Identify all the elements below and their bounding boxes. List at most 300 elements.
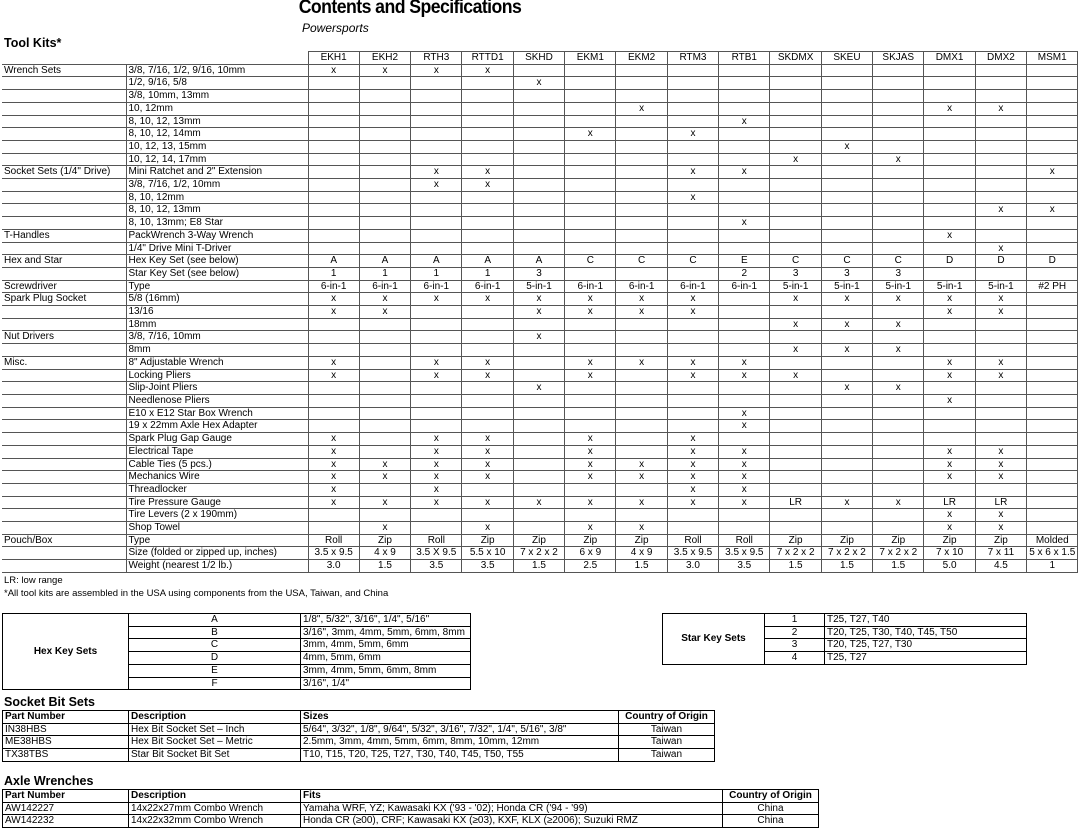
kit-cell: [924, 90, 975, 103]
kit-cell: [667, 522, 718, 535]
kit-item: Shop Towel: [126, 522, 308, 535]
kit-cell: x: [821, 496, 872, 509]
kit-cell: x: [359, 496, 410, 509]
axle-wrench-cell: AW142232: [3, 815, 129, 828]
kit-cell: [1027, 407, 1078, 420]
kit-cell: x: [924, 471, 975, 484]
kit-cell: [719, 331, 770, 344]
kit-category: [2, 458, 126, 471]
kit-cell: [770, 115, 821, 128]
kit-cell: x: [616, 496, 667, 509]
kit-cell: [873, 77, 924, 90]
kit-cell: [975, 229, 1026, 242]
kit-cell: [359, 394, 410, 407]
kit-cell: [975, 191, 1026, 204]
kit-cell: [924, 344, 975, 357]
kit-category: [2, 344, 126, 357]
kit-cell: [975, 115, 1026, 128]
hex-key-sizes: 3mm, 4mm, 5mm, 6mm, 8mm: [301, 664, 471, 677]
kit-item: Tire Levers (2 x 190mm): [126, 509, 308, 522]
kit-cell: A: [308, 255, 359, 268]
kit-cell: x: [924, 102, 975, 115]
kit-cell: [770, 64, 821, 77]
kit-cell: [924, 242, 975, 255]
kit-cell: [513, 420, 564, 433]
kit-cell: [975, 166, 1026, 179]
star-key-sets-table: [662, 613, 1027, 665]
kit-cell: [719, 433, 770, 446]
kit-cell: Roll: [667, 534, 718, 547]
kit-cell: [1027, 77, 1078, 90]
kit-cell: 3: [770, 267, 821, 280]
axle-wrench-cell: Yamaha WRF, YZ; Kawasaki KX ('93 - '02); Honda CR ('94 - '99): [301, 802, 723, 815]
kit-cell: [924, 166, 975, 179]
socket-bit-cell: 5/64", 3/32", 1/8", 9/64", 5/32", 3/16", 7/32", 1/4", 5/16", 3/8": [301, 723, 619, 736]
kit-cell: x: [719, 115, 770, 128]
kit-cell: x: [616, 471, 667, 484]
kit-item: Size (folded or zipped up, inches): [126, 547, 308, 560]
kit-cell: [513, 204, 564, 217]
kit-cell: [873, 522, 924, 535]
kit-cell: x: [462, 496, 513, 509]
kit-category: Misc.: [2, 356, 126, 369]
kit-cell: 5.0: [924, 560, 975, 573]
kit-cell: 6 x 9: [565, 547, 616, 560]
kit-cell: [924, 191, 975, 204]
kit-cell: A: [513, 255, 564, 268]
kit-cell: [308, 344, 359, 357]
kit-item: 8mm: [126, 344, 308, 357]
kit-cell: x: [924, 509, 975, 522]
kit-cell: [770, 420, 821, 433]
kit-cell: [667, 179, 718, 192]
kit-item: 8, 10, 13mm; E8 Star: [126, 217, 308, 230]
kit-row: [2, 64, 1078, 77]
kit-cell: [770, 394, 821, 407]
kit-cell: [308, 382, 359, 395]
kit-cell: [411, 318, 462, 331]
kit-cell: x: [719, 420, 770, 433]
kit-cell: x: [873, 344, 924, 357]
kit-cell: [565, 217, 616, 230]
kit-cell: [719, 509, 770, 522]
kit-cell: [359, 90, 410, 103]
kit-header-dmx1: DMX1: [924, 52, 975, 65]
kit-cell: [667, 90, 718, 103]
kit-cell: [308, 115, 359, 128]
kit-cell: [770, 217, 821, 230]
kit-item: 3/8, 10mm, 13mm: [126, 90, 308, 103]
kit-cell: [565, 344, 616, 357]
star-key-sets-label: Star Key Sets: [663, 614, 765, 665]
kit-cell: A: [462, 255, 513, 268]
kit-cell: [616, 140, 667, 153]
socket-bit-cell: Star Bit Socket Bit Set: [129, 749, 301, 762]
kit-cell: [719, 90, 770, 103]
kit-cell: [821, 483, 872, 496]
kit-item: 10, 12mm: [126, 102, 308, 115]
kit-cell: [873, 204, 924, 217]
kit-cell: [565, 115, 616, 128]
kit-row: [2, 420, 1078, 433]
kit-cell: [770, 471, 821, 484]
kit-cell: x: [667, 293, 718, 306]
kit-cell: Roll: [719, 534, 770, 547]
kit-row: [2, 433, 1078, 446]
kit-cell: [873, 356, 924, 369]
kit-cell: [359, 115, 410, 128]
socket-bit-cell: IN38HBS: [3, 723, 129, 736]
kit-category: [2, 102, 126, 115]
kit-cell: 5 x 6 x 1.5: [1027, 547, 1078, 560]
kit-cell: x: [667, 166, 718, 179]
socket-bit-cell: Hex Bit Socket Set – Metric: [129, 736, 301, 749]
kit-cell: [770, 356, 821, 369]
kit-item: Cable Ties (5 pcs.): [126, 458, 308, 471]
kit-cell: x: [719, 166, 770, 179]
kit-cell: [462, 115, 513, 128]
kit-row: [2, 344, 1078, 357]
kit-cell: [975, 483, 1026, 496]
kit-cell: [873, 191, 924, 204]
kit-cell: [513, 369, 564, 382]
kit-row: [2, 204, 1078, 217]
kit-cell: [1027, 102, 1078, 115]
kit-cell: [924, 331, 975, 344]
kit-cell: [1027, 217, 1078, 230]
kit-cell: [616, 267, 667, 280]
kit-cell: 3.5: [719, 560, 770, 573]
kit-cell: [462, 191, 513, 204]
kit-header-rtm3: RTM3: [667, 52, 718, 65]
kit-cell: [821, 166, 872, 179]
kit-cell: 1.5: [770, 560, 821, 573]
kit-cell: [411, 102, 462, 115]
page-title: Contents and Specifications: [298, 0, 522, 18]
kit-cell: [359, 242, 410, 255]
kit-cell: x: [719, 471, 770, 484]
kit-cell: x: [770, 369, 821, 382]
kit-cell: [308, 191, 359, 204]
kit-cell: [359, 217, 410, 230]
kit-cell: [924, 217, 975, 230]
kit-cell: x: [565, 433, 616, 446]
kit-cell: [770, 140, 821, 153]
kit-cell: [462, 242, 513, 255]
kit-cell: [565, 420, 616, 433]
kit-cell: [770, 204, 821, 217]
kit-row: [2, 115, 1078, 128]
kit-cell: [513, 64, 564, 77]
kit-cell: x: [565, 522, 616, 535]
kit-cell: [667, 509, 718, 522]
star-key-sizes: T25, T27, T40: [825, 614, 1027, 627]
kit-cell: [873, 433, 924, 446]
axle-wrenches-heading: Axle Wrenches: [4, 774, 94, 788]
kit-cell: x: [924, 458, 975, 471]
kit-cell: [719, 382, 770, 395]
kit-cell: 6-in-1: [719, 280, 770, 293]
kit-cell: [1027, 344, 1078, 357]
kit-cell: [616, 394, 667, 407]
kit-cell: [359, 153, 410, 166]
kit-row: [2, 217, 1078, 230]
kit-row: [2, 471, 1078, 484]
kit-cell: [565, 77, 616, 90]
kit-cell: [308, 407, 359, 420]
kit-cell: x: [359, 306, 410, 319]
socket-bit-header-cell: Part Number: [3, 711, 129, 724]
kit-cell: 3.5 x 9.5: [719, 547, 770, 560]
kit-cell: [616, 407, 667, 420]
kit-cell: [513, 471, 564, 484]
kit-cell: [821, 420, 872, 433]
kit-cell: 6-in-1: [308, 280, 359, 293]
kit-category: [2, 153, 126, 166]
kit-cell: [1027, 229, 1078, 242]
kit-cell: x: [513, 382, 564, 395]
kit-item: 8, 10, 12, 13mm: [126, 115, 308, 128]
kit-category: Screwdriver: [2, 280, 126, 293]
kit-cell: x: [359, 64, 410, 77]
kit-cell: [513, 217, 564, 230]
kit-cell: [821, 102, 872, 115]
kit-cell: [821, 445, 872, 458]
kit-cell: [873, 166, 924, 179]
kit-cell: [616, 420, 667, 433]
kit-category: [2, 509, 126, 522]
kit-cell: [873, 306, 924, 319]
kit-cell: [462, 483, 513, 496]
tool-kits-heading: Tool Kits*: [4, 36, 62, 50]
kit-cell: [873, 509, 924, 522]
kit-cell: 3.0: [308, 560, 359, 573]
kit-cell: [924, 407, 975, 420]
kit-cell: [411, 394, 462, 407]
kit-cell: x: [462, 293, 513, 306]
kit-cell: [308, 90, 359, 103]
kit-cell: [873, 445, 924, 458]
kit-cell: [616, 217, 667, 230]
kit-cell: [565, 318, 616, 331]
kit-row: [2, 140, 1078, 153]
kit-cell: [565, 242, 616, 255]
kit-cell: [924, 483, 975, 496]
kit-cell: [821, 217, 872, 230]
star-key-id: 3: [765, 639, 825, 652]
kit-row: [2, 293, 1078, 306]
kit-cell: 3.0: [667, 560, 718, 573]
kit-cell: [616, 64, 667, 77]
kit-cell: [359, 140, 410, 153]
kit-cell: [513, 179, 564, 192]
kit-cell: [975, 128, 1026, 141]
kit-cell: [308, 394, 359, 407]
kit-cell: [719, 153, 770, 166]
kit-cell: [308, 102, 359, 115]
kit-cell: x: [411, 166, 462, 179]
axle-wrench-row: [3, 815, 819, 828]
kit-cell: 1.5: [821, 560, 872, 573]
kit-cell: [975, 179, 1026, 192]
kit-category: [2, 318, 126, 331]
kit-cell: [975, 318, 1026, 331]
kit-cell: x: [667, 369, 718, 382]
kit-cell: [616, 445, 667, 458]
kit-cell: [565, 382, 616, 395]
kit-cell: [565, 267, 616, 280]
kit-cell: [565, 153, 616, 166]
kit-cell: [719, 102, 770, 115]
kit-cell: Zip: [616, 534, 667, 547]
kit-cell: x: [975, 242, 1026, 255]
star-key-id: 2: [765, 626, 825, 639]
kit-category: [2, 242, 126, 255]
kit-cell: [821, 369, 872, 382]
kit-category: [2, 483, 126, 496]
kit-cell: 5-in-1: [821, 280, 872, 293]
kit-cell: x: [1027, 204, 1078, 217]
kit-cell: [719, 179, 770, 192]
kit-row: [2, 547, 1078, 560]
kit-cell: x: [411, 445, 462, 458]
kit-cell: [411, 153, 462, 166]
kit-cell: x: [359, 293, 410, 306]
kit-cell: [513, 522, 564, 535]
socket-bit-cell: Taiwan: [619, 749, 715, 762]
kit-cell: [565, 509, 616, 522]
kit-cell: 6-in-1: [667, 280, 718, 293]
kit-cell: LR: [975, 496, 1026, 509]
kit-cell: 5-in-1: [513, 280, 564, 293]
socket-bit-cell: Taiwan: [619, 736, 715, 749]
kit-cell: [719, 394, 770, 407]
kit-cell: x: [975, 522, 1026, 535]
kit-cell: [770, 433, 821, 446]
kit-cell: [1027, 458, 1078, 471]
kit-cell: x: [565, 356, 616, 369]
tool-kits-table: [2, 51, 1078, 573]
kit-cell: [667, 331, 718, 344]
kit-row: [2, 255, 1078, 268]
kit-cell: x: [975, 306, 1026, 319]
kit-cell: [821, 471, 872, 484]
kit-category: [2, 445, 126, 458]
kit-cell: x: [975, 293, 1026, 306]
kit-cell: [821, 331, 872, 344]
kit-cell: x: [359, 471, 410, 484]
kit-item: Threadlocker: [126, 483, 308, 496]
kit-cell: x: [565, 293, 616, 306]
kit-cell: [359, 204, 410, 217]
kit-cell: [616, 382, 667, 395]
kit-cell: [975, 331, 1026, 344]
kit-cell: 1.5: [873, 560, 924, 573]
kit-cell: x: [462, 433, 513, 446]
kit-header-row: [2, 52, 1078, 65]
kit-cell: [975, 394, 1026, 407]
kit-cell: 5-in-1: [975, 280, 1026, 293]
kit-cell: x: [975, 356, 1026, 369]
kit-cell: [1027, 140, 1078, 153]
kit-cell: [770, 90, 821, 103]
kit-cell: Zip: [975, 534, 1026, 547]
kit-cell: x: [821, 293, 872, 306]
kit-cell: [513, 229, 564, 242]
kit-cell: x: [873, 318, 924, 331]
kit-cell: [462, 204, 513, 217]
kit-cell: [821, 191, 872, 204]
kit-cell: [308, 140, 359, 153]
kit-cell: [1027, 64, 1078, 77]
socket-bit-row: [3, 736, 715, 749]
kit-cell: [513, 128, 564, 141]
kit-row: [2, 496, 1078, 509]
hex-key-id: F: [129, 677, 301, 690]
kit-cell: [1027, 267, 1078, 280]
kit-cell: [411, 217, 462, 230]
kit-cell: [667, 318, 718, 331]
kit-cell: 7 x 2 x 2: [821, 547, 872, 560]
kit-cell: [667, 140, 718, 153]
kit-cell: 5.5 x 10: [462, 547, 513, 560]
kit-cell: x: [513, 331, 564, 344]
kit-category: Socket Sets (1/4" Drive): [2, 166, 126, 179]
kit-cell: x: [821, 140, 872, 153]
kit-cell: [359, 166, 410, 179]
kit-cell: [770, 77, 821, 90]
kit-item: Electrical Tape: [126, 445, 308, 458]
kit-header-skjas: SKJAS: [873, 52, 924, 65]
kit-cell: [411, 115, 462, 128]
kit-cell: x: [308, 445, 359, 458]
kit-cell: x: [565, 369, 616, 382]
kit-cell: [359, 102, 410, 115]
socket-bit-header-cell: Sizes: [301, 711, 619, 724]
kit-category: [2, 560, 126, 573]
kit-cell: x: [924, 356, 975, 369]
kit-cell: x: [770, 153, 821, 166]
kit-cell: [667, 64, 718, 77]
kit-cell: [1027, 509, 1078, 522]
hex-key-sizes: 1/8", 5/32", 3/16", 1/4", 5/16": [301, 614, 471, 627]
kit-cell: [1027, 293, 1078, 306]
kit-cell: [1027, 153, 1078, 166]
kit-cell: 3.5 x 9.5: [667, 547, 718, 560]
kit-category: [2, 115, 126, 128]
kit-cell: [873, 217, 924, 230]
kit-cell: x: [719, 369, 770, 382]
kit-cell: [513, 90, 564, 103]
kit-cell: [770, 509, 821, 522]
socket-bit-sets-table: [2, 710, 715, 762]
kit-cell: x: [462, 179, 513, 192]
kit-cell: [1027, 128, 1078, 141]
kit-cell: [719, 306, 770, 319]
kit-category: [2, 382, 126, 395]
kit-cell: 2: [719, 267, 770, 280]
kit-cell: [924, 267, 975, 280]
kit-cell: [411, 344, 462, 357]
kit-cell: 3: [513, 267, 564, 280]
kit-cell: [411, 77, 462, 90]
kit-cell: [616, 242, 667, 255]
kit-cell: LR: [924, 496, 975, 509]
kit-cell: [821, 153, 872, 166]
hex-key-id: E: [129, 664, 301, 677]
kit-cell: x: [616, 356, 667, 369]
kit-row: [2, 483, 1078, 496]
